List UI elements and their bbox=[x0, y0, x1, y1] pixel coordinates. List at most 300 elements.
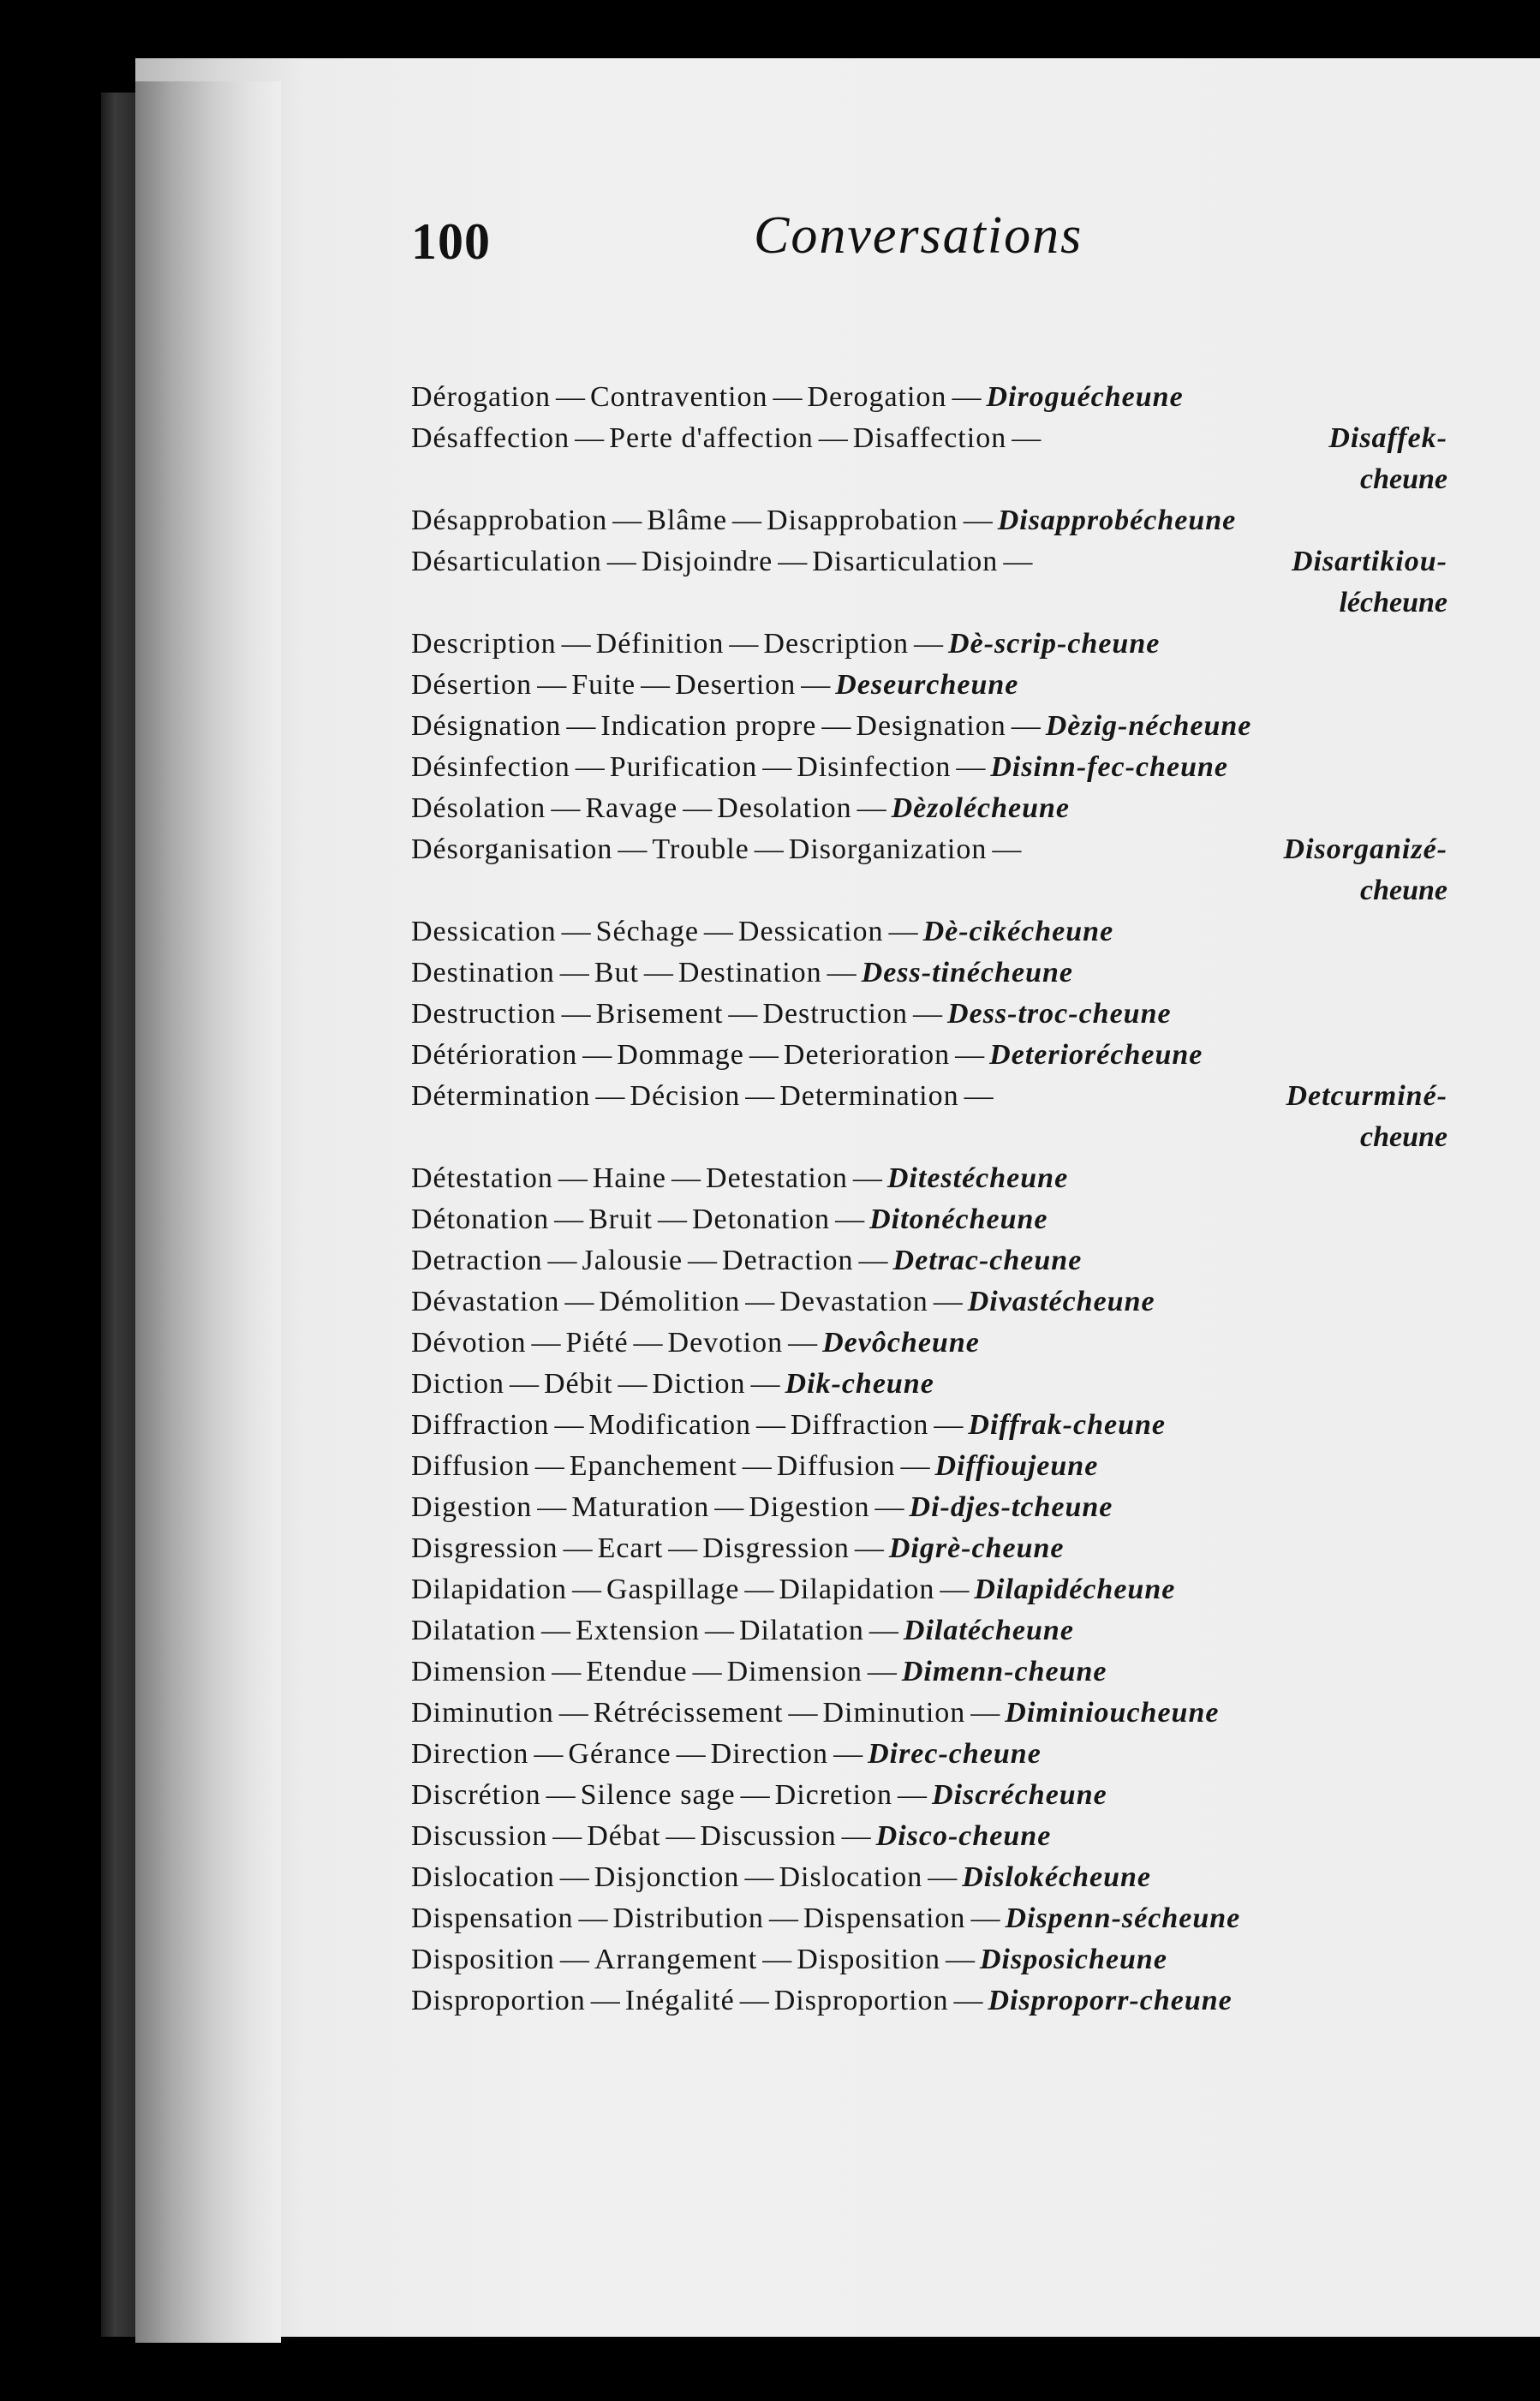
english-term: Desertion bbox=[675, 669, 797, 701]
pronunciation: Dilapidécheune bbox=[974, 1574, 1176, 1605]
entry-main bbox=[411, 1203, 1048, 1235]
dash-separator: — bbox=[633, 1327, 663, 1359]
pronunciation: Ditonécheune bbox=[869, 1203, 1048, 1235]
synonym-term: Epanchement bbox=[569, 1450, 737, 1482]
entry-line bbox=[411, 706, 1447, 747]
dash-separator: — bbox=[561, 916, 591, 947]
english-term: Destruction bbox=[762, 998, 909, 1030]
dash-separator: — bbox=[540, 1615, 570, 1646]
dash-separator: — bbox=[688, 1245, 718, 1276]
dash-separator: — bbox=[914, 628, 944, 660]
english-term: Diminution bbox=[822, 1697, 966, 1729]
synonym-term: Indication propre bbox=[600, 710, 817, 742]
dash-separator: — bbox=[952, 381, 982, 413]
entry-line bbox=[411, 1816, 1447, 1857]
glossary-entry bbox=[411, 994, 1447, 1035]
dash-separator: — bbox=[559, 957, 589, 988]
dash-separator: — bbox=[559, 1944, 589, 1975]
dash-separator: — bbox=[564, 1286, 594, 1317]
dash-separator: — bbox=[835, 1203, 865, 1235]
glossary-entry bbox=[411, 624, 1447, 665]
french-term: Dilatation bbox=[411, 1615, 536, 1646]
synonym-term: Maturation bbox=[571, 1491, 710, 1523]
pronunciation: Disinn-fec-cheune bbox=[990, 751, 1228, 783]
french-term: Discussion bbox=[411, 1820, 548, 1852]
english-term: Derogation bbox=[807, 381, 947, 413]
dash-separator: — bbox=[552, 1656, 582, 1687]
dash-separator: — bbox=[970, 1902, 1000, 1934]
dash-separator: — bbox=[955, 1039, 985, 1071]
entry-main bbox=[411, 1409, 1166, 1441]
english-term: Desolation bbox=[717, 792, 852, 824]
glossary-entry bbox=[411, 1775, 1447, 1816]
entry-line bbox=[411, 1240, 1447, 1281]
synonym-term: Blâme bbox=[647, 505, 728, 536]
pronunciation: Disapprobécheune bbox=[997, 505, 1237, 536]
dash-separator: — bbox=[571, 1574, 601, 1605]
entry-line bbox=[411, 1734, 1447, 1775]
entry-line bbox=[411, 1446, 1447, 1487]
entry-line bbox=[411, 1487, 1447, 1528]
dash-separator: — bbox=[641, 669, 671, 701]
dash-separator: — bbox=[801, 669, 831, 701]
synonym-term: Contravention bbox=[589, 381, 768, 413]
glossary-entry bbox=[411, 1158, 1447, 1199]
pronunciation: Disco-cheune bbox=[875, 1820, 1052, 1852]
dash-separator: — bbox=[728, 998, 758, 1030]
dash-separator: — bbox=[537, 669, 567, 701]
glossary-entry bbox=[411, 747, 1447, 788]
pronunciation: Discrécheune bbox=[932, 1779, 1107, 1811]
pronunciation: Dess-troc-cheune bbox=[947, 998, 1172, 1030]
page-number: 100 bbox=[411, 213, 491, 270]
entry-line bbox=[411, 1158, 1447, 1199]
glossary-entry bbox=[411, 1980, 1447, 2022]
pronunciation: Deteriorécheune bbox=[989, 1039, 1203, 1071]
entry-line bbox=[411, 1199, 1447, 1240]
english-term: Disorganization bbox=[788, 833, 988, 865]
entry-main bbox=[411, 710, 1251, 742]
entry-line bbox=[411, 1939, 1447, 1980]
dash-separator: — bbox=[546, 1779, 576, 1811]
entry-main bbox=[411, 916, 1113, 947]
dash-separator: — bbox=[818, 422, 848, 454]
entry-line bbox=[411, 1076, 1447, 1117]
french-term: Désaffection bbox=[411, 422, 570, 454]
english-term: Dessication bbox=[737, 916, 884, 947]
dash-separator: — bbox=[558, 1697, 588, 1729]
dash-separator: — bbox=[750, 1368, 780, 1400]
french-term: Désinfection bbox=[411, 751, 570, 783]
english-term: Detraction bbox=[722, 1245, 854, 1276]
pronunciation-continuation: cheune bbox=[1360, 463, 1447, 495]
french-term: Détermination bbox=[411, 1080, 591, 1112]
entry-line bbox=[411, 1281, 1447, 1323]
dash-separator: — bbox=[618, 1368, 648, 1400]
english-term: Disposition bbox=[797, 1944, 940, 1975]
dash-separator: — bbox=[953, 1985, 983, 2016]
entry-main bbox=[411, 1327, 980, 1359]
english-term: Detonation bbox=[691, 1203, 831, 1235]
english-term: Digestion bbox=[749, 1491, 870, 1523]
pronunciation: Devôcheune bbox=[822, 1327, 980, 1359]
dash-separator: — bbox=[773, 381, 803, 413]
dash-separator: — bbox=[744, 1574, 774, 1605]
entry-line bbox=[411, 1775, 1447, 1816]
english-term: Disproportion bbox=[773, 1985, 949, 2016]
dash-separator: — bbox=[857, 792, 886, 824]
english-term: Dilapidation bbox=[779, 1574, 935, 1605]
entry-main bbox=[411, 998, 1172, 1030]
glossary-entry bbox=[411, 1857, 1447, 1898]
dash-separator: — bbox=[762, 751, 792, 783]
french-term: Dérogation bbox=[411, 381, 551, 413]
dash-separator: — bbox=[940, 1574, 970, 1605]
pronunciation: Diffioujeune bbox=[934, 1450, 1099, 1482]
dash-separator: — bbox=[590, 1985, 620, 2016]
synonym-term: Débit bbox=[543, 1368, 613, 1400]
entry-line bbox=[411, 911, 1447, 953]
entry-line bbox=[411, 1569, 1447, 1610]
dash-separator: — bbox=[606, 546, 636, 577]
glossary-entries bbox=[411, 377, 1447, 2022]
synonym-term: Extension bbox=[575, 1615, 700, 1646]
pronunciation: Dèzolécheune bbox=[891, 792, 1070, 824]
glossary-entry bbox=[411, 1405, 1447, 1446]
glossary-entry bbox=[411, 1898, 1447, 1939]
pronunciation: Detcurminé- bbox=[1286, 1080, 1447, 1112]
english-term: Direction bbox=[710, 1738, 829, 1770]
entry-line bbox=[411, 1857, 1447, 1898]
english-term: Disarticulation bbox=[812, 546, 999, 577]
entry-main bbox=[411, 1286, 1155, 1317]
entry-line bbox=[411, 829, 1447, 870]
synonym-term: Définition bbox=[595, 628, 725, 660]
french-term: Détestation bbox=[411, 1162, 553, 1194]
synonym-term: Rétrécissement bbox=[593, 1697, 784, 1729]
dash-separator: — bbox=[552, 1820, 582, 1852]
french-term: Detraction bbox=[411, 1245, 543, 1276]
dash-separator: — bbox=[928, 1861, 958, 1893]
english-term: Devotion bbox=[667, 1327, 784, 1359]
dash-separator: — bbox=[531, 1327, 561, 1359]
glossary-entry bbox=[411, 1199, 1447, 1240]
dash-separator: — bbox=[618, 833, 648, 865]
french-term: Détonation bbox=[411, 1203, 550, 1235]
pronunciation: Divastécheune bbox=[967, 1286, 1155, 1317]
french-term: Dévotion bbox=[411, 1327, 527, 1359]
entry-main bbox=[411, 829, 1026, 870]
pronunciation: Dess-tinécheune bbox=[861, 957, 1073, 988]
entry-main bbox=[411, 957, 1073, 988]
dash-separator: — bbox=[888, 916, 918, 947]
dash-separator: — bbox=[582, 1039, 612, 1071]
glossary-entry bbox=[411, 1281, 1447, 1323]
entry-main bbox=[411, 628, 1160, 660]
entry-line bbox=[411, 541, 1447, 582]
entry-main bbox=[411, 751, 1228, 783]
french-term: Désorganisation bbox=[411, 833, 613, 865]
pronunciation-continuation: cheune bbox=[1360, 1121, 1447, 1153]
french-term: Dévastation bbox=[411, 1286, 560, 1317]
dash-separator: — bbox=[898, 1779, 928, 1811]
dash-separator: — bbox=[827, 957, 857, 988]
dash-separator: — bbox=[956, 751, 986, 783]
synonym-term: Piété bbox=[565, 1327, 629, 1359]
synonym-term: Disjoindre bbox=[641, 546, 773, 577]
dash-separator: — bbox=[964, 1080, 994, 1112]
dash-separator: — bbox=[666, 1820, 695, 1852]
french-term: Désertion bbox=[411, 669, 533, 701]
english-term: Dispensation bbox=[803, 1902, 966, 1934]
entry-main bbox=[411, 1615, 1074, 1646]
french-term: Disgression bbox=[411, 1532, 558, 1564]
glossary-entry bbox=[411, 1076, 1447, 1158]
pronunciation: Dislokécheune bbox=[962, 1861, 1151, 1893]
entry-line bbox=[411, 788, 1447, 829]
english-term: Determination bbox=[779, 1080, 959, 1112]
dash-separator: — bbox=[563, 1532, 593, 1564]
dash-separator: — bbox=[566, 710, 596, 742]
french-term: Dispensation bbox=[411, 1902, 574, 1934]
synonym-term: Etendue bbox=[586, 1656, 688, 1687]
dash-separator: — bbox=[554, 1409, 584, 1441]
synonym-term: Gérance bbox=[568, 1738, 672, 1770]
entry-main bbox=[411, 1902, 1240, 1934]
synonym-term: But bbox=[594, 957, 639, 988]
glossary-entry bbox=[411, 1939, 1447, 1980]
english-term: Diction bbox=[652, 1368, 746, 1400]
dash-separator: — bbox=[657, 1203, 687, 1235]
synonym-term: Silence sage bbox=[580, 1779, 736, 1811]
french-term: Disposition bbox=[411, 1944, 555, 1975]
glossary-entry bbox=[411, 1693, 1447, 1734]
dash-separator: — bbox=[946, 1944, 975, 1975]
entry-main bbox=[411, 1450, 1098, 1482]
glossary-entry bbox=[411, 500, 1447, 541]
entry-line bbox=[411, 1980, 1447, 2022]
dash-separator: — bbox=[714, 1491, 744, 1523]
dash-separator: — bbox=[729, 628, 759, 660]
entry-main bbox=[411, 1245, 1082, 1276]
entry-main bbox=[411, 1779, 1107, 1811]
french-term: Dislocation bbox=[411, 1861, 555, 1893]
dash-separator: — bbox=[762, 1944, 792, 1975]
entry-main bbox=[411, 1861, 1151, 1893]
french-term: Diminution bbox=[411, 1697, 554, 1729]
glossary-entry bbox=[411, 953, 1447, 994]
dash-separator: — bbox=[578, 1902, 608, 1934]
french-term: Désarticulation bbox=[411, 546, 602, 577]
glossary-entry bbox=[411, 1364, 1447, 1405]
dash-separator: — bbox=[595, 1080, 625, 1112]
synonym-term: Disjonction bbox=[594, 1861, 740, 1893]
entry-main bbox=[411, 1039, 1203, 1071]
dash-separator: — bbox=[821, 710, 851, 742]
entry-line bbox=[411, 1364, 1447, 1405]
dash-separator: — bbox=[559, 1861, 589, 1893]
dash-separator: — bbox=[874, 1491, 904, 1523]
dash-separator: — bbox=[833, 1738, 863, 1770]
dash-separator: — bbox=[703, 916, 733, 947]
glossary-entry bbox=[411, 911, 1447, 953]
glossary-entry bbox=[411, 541, 1447, 624]
entry-line bbox=[411, 994, 1447, 1035]
synonym-term: Bruit bbox=[588, 1203, 653, 1235]
dash-separator: — bbox=[858, 1245, 888, 1276]
french-term: Diffusion bbox=[411, 1450, 530, 1482]
dash-separator: — bbox=[900, 1450, 930, 1482]
dash-separator: — bbox=[676, 1738, 706, 1770]
entry-line bbox=[411, 377, 1447, 418]
dash-separator: — bbox=[754, 833, 784, 865]
entry-main bbox=[411, 669, 1018, 701]
pronunciation: Disaffek- bbox=[1328, 422, 1447, 454]
english-term: Designation bbox=[856, 710, 1006, 742]
dash-separator: — bbox=[547, 1245, 577, 1276]
dash-separator: — bbox=[913, 998, 943, 1030]
entry-main bbox=[411, 1985, 1233, 2016]
english-term: Diffraction bbox=[790, 1409, 929, 1441]
dash-separator: — bbox=[561, 628, 591, 660]
synonym-term: Trouble bbox=[652, 833, 749, 865]
entry-main bbox=[411, 505, 1236, 536]
dash-separator: — bbox=[575, 751, 605, 783]
pronunciation: Disproporr-cheune bbox=[988, 1985, 1233, 2016]
synonym-term: Perte d'affection bbox=[609, 422, 814, 454]
english-term: Devastation bbox=[779, 1286, 928, 1317]
english-term: Disaffection bbox=[852, 422, 1007, 454]
entry-line bbox=[411, 1898, 1447, 1939]
entry-main bbox=[411, 792, 1070, 824]
dash-separator: — bbox=[672, 1162, 701, 1194]
dash-separator: — bbox=[868, 1615, 898, 1646]
french-term: Dilapidation bbox=[411, 1574, 567, 1605]
dash-separator: — bbox=[534, 1738, 564, 1770]
dash-separator: — bbox=[788, 1327, 818, 1359]
pronunciation: Direc-cheune bbox=[868, 1738, 1042, 1770]
french-term: Diction bbox=[411, 1368, 504, 1400]
synonym-term: Ecart bbox=[597, 1532, 664, 1564]
synonym-term: Purification bbox=[609, 751, 758, 783]
english-term: Discussion bbox=[700, 1820, 837, 1852]
french-term: Digestion bbox=[411, 1491, 533, 1523]
glossary-entry bbox=[411, 665, 1447, 706]
english-term: Dilatation bbox=[738, 1615, 864, 1646]
english-term: Dicretion bbox=[774, 1779, 893, 1811]
pronunciation: Dimenn-cheune bbox=[901, 1656, 1107, 1687]
french-term: Destination bbox=[411, 957, 555, 988]
entry-main bbox=[411, 541, 1037, 582]
dash-separator: — bbox=[739, 1985, 769, 2016]
synonym-term: Débat bbox=[587, 1820, 661, 1852]
glossary-entry bbox=[411, 1734, 1447, 1775]
entry-line bbox=[411, 624, 1447, 665]
synonym-term: Fuite bbox=[571, 669, 636, 701]
glossary-entry bbox=[411, 1569, 1447, 1610]
pronunciation: Dè-scrip-cheune bbox=[948, 628, 1161, 660]
dash-separator: — bbox=[992, 833, 1022, 865]
glossary-entry bbox=[411, 1240, 1447, 1281]
entry-line bbox=[411, 1528, 1447, 1569]
pronunciation-continuation: lécheune bbox=[1339, 587, 1447, 618]
synonym-term: Gaspillage bbox=[606, 1574, 740, 1605]
running-title: Conversations bbox=[754, 206, 1083, 265]
dash-separator: — bbox=[867, 1656, 897, 1687]
pronunciation: Diminioucheune bbox=[1005, 1697, 1220, 1729]
pronunciation: Disorganizé- bbox=[1283, 833, 1447, 865]
glossary-entry bbox=[411, 1610, 1447, 1651]
entry-line bbox=[411, 1693, 1447, 1734]
entry-main bbox=[411, 1368, 934, 1400]
dash-separator: — bbox=[509, 1368, 539, 1400]
dash-separator: — bbox=[852, 1162, 882, 1194]
synonym-term: Ravage bbox=[585, 792, 678, 824]
pronunciation: Detrac-cheune bbox=[892, 1245, 1083, 1276]
dash-separator: — bbox=[749, 1039, 779, 1071]
pronunciation: Dispenn-sécheune bbox=[1005, 1902, 1241, 1934]
english-term: Disgression bbox=[702, 1532, 850, 1564]
pronunciation: Ditestécheune bbox=[886, 1162, 1069, 1194]
entry-main bbox=[411, 1944, 1167, 1975]
synonym-term: Dommage bbox=[617, 1039, 744, 1071]
entry-main bbox=[411, 418, 1046, 459]
french-term: Détérioration bbox=[411, 1039, 578, 1071]
dash-separator: — bbox=[612, 505, 642, 536]
glossary-entry bbox=[411, 1323, 1447, 1364]
entry-main bbox=[411, 1656, 1107, 1687]
pronunciation: Dik-cheune bbox=[785, 1368, 934, 1400]
entry-line bbox=[411, 500, 1447, 541]
synonym-term: Jalousie bbox=[582, 1245, 683, 1276]
synonym-term: Séchage bbox=[595, 916, 699, 947]
dash-separator: — bbox=[732, 505, 762, 536]
dash-separator: — bbox=[558, 1162, 588, 1194]
glossary-entry bbox=[411, 1035, 1447, 1076]
glossary-entry bbox=[411, 829, 1447, 911]
dash-separator: — bbox=[1011, 710, 1041, 742]
dash-separator: — bbox=[755, 1409, 785, 1441]
pronunciation: Deseurcheune bbox=[835, 669, 1019, 701]
glossary-entry bbox=[411, 788, 1447, 829]
pronunciation: Diffrak-cheune bbox=[968, 1409, 1166, 1441]
french-term: Dessication bbox=[411, 916, 557, 947]
english-term: Disinfection bbox=[797, 751, 952, 783]
dash-separator: — bbox=[704, 1615, 734, 1646]
pronunciation: Dè-cikécheune bbox=[922, 916, 1114, 947]
french-term: Dimension bbox=[411, 1656, 547, 1687]
glossary-entry bbox=[411, 1487, 1447, 1528]
glossary-entry bbox=[411, 706, 1447, 747]
dash-separator: — bbox=[854, 1532, 884, 1564]
synonym-term: Décision bbox=[630, 1080, 741, 1112]
entry-line bbox=[411, 1323, 1447, 1364]
entry-main bbox=[411, 1532, 1065, 1564]
entry-line bbox=[411, 418, 1447, 459]
entry-line bbox=[411, 1405, 1447, 1446]
english-term: Dislocation bbox=[779, 1861, 923, 1893]
dash-separator: — bbox=[970, 1697, 1000, 1729]
entry-main bbox=[411, 1738, 1042, 1770]
dash-separator: — bbox=[1003, 546, 1033, 577]
dash-separator: — bbox=[933, 1286, 963, 1317]
glossary-entry bbox=[411, 1446, 1447, 1487]
entry-main bbox=[411, 381, 1184, 413]
entry-main bbox=[411, 1820, 1051, 1852]
glossary-entry bbox=[411, 1651, 1447, 1693]
dash-separator: — bbox=[683, 792, 713, 824]
dash-separator: — bbox=[744, 1861, 774, 1893]
